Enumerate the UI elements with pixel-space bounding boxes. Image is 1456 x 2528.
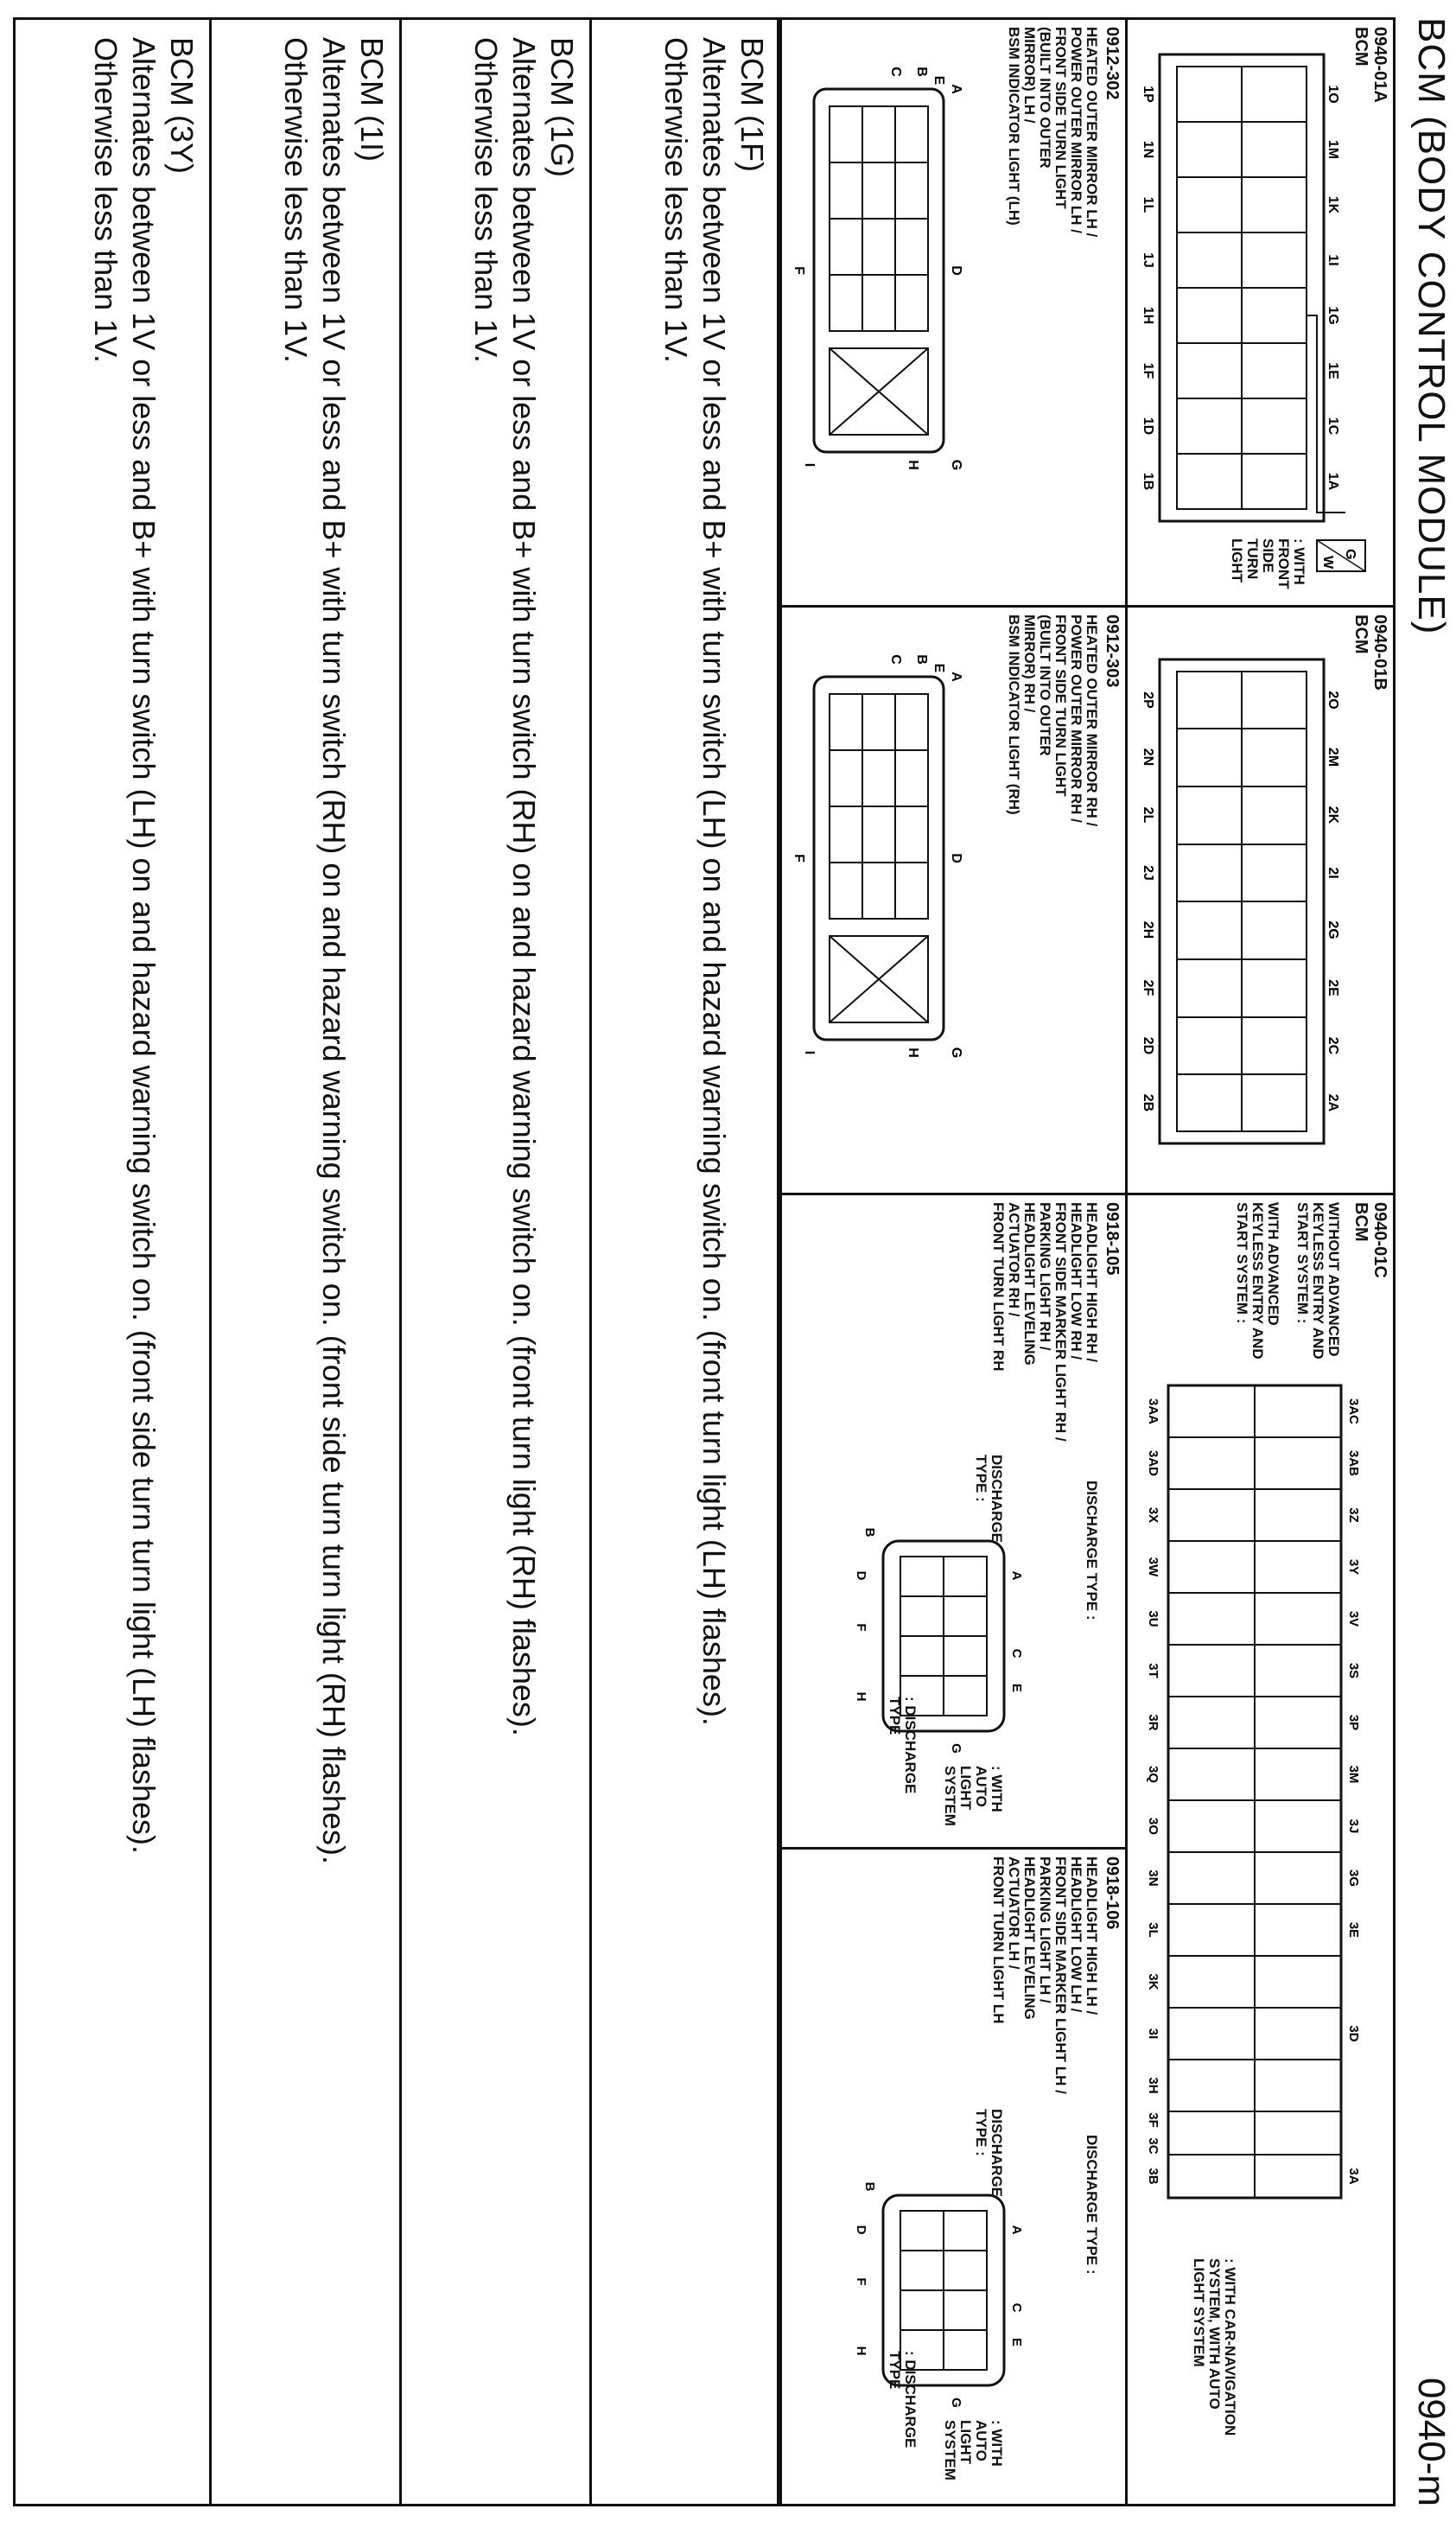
variant-with-keyless: WITH ADVANCED KEYLESS ENTRY AND START SYSTEM : [1234, 1202, 1281, 1360]
pin-label: 2L [1141, 806, 1155, 824]
pin-label: 2P [1141, 691, 1155, 709]
pin-label: H [906, 460, 920, 470]
pin-label: 2H [1141, 920, 1155, 939]
pin-label: A [949, 672, 963, 682]
pin-label: H [906, 1047, 920, 1058]
row-heading: BCM (3Y) [164, 37, 200, 175]
connector-0918-106-drawing [831, 2178, 1039, 2420]
pin-1M: 1M [1326, 139, 1340, 160]
pin-label: C [1009, 2302, 1024, 2313]
pin-label: E [1009, 1683, 1024, 1693]
discharge-type-label-3: : DISCHARGE TYPE [887, 1697, 919, 1794]
pin-label: 3G [1346, 1869, 1361, 1888]
pin-1K: 1K [1326, 195, 1340, 214]
car-navigation-note: : WITH CAR-NAVIGATION SYSTEM, WITH AUTO LIGHT SYSTEM [1191, 2258, 1238, 2436]
pin-label: G [949, 1743, 963, 1754]
pin-1L: 1L [1141, 196, 1155, 213]
pin-label: 2K [1326, 806, 1340, 825]
pin-1N: 1N [1141, 140, 1155, 159]
auto-light-note: : WITH AUTO LIGHT SYSTEM [942, 1766, 1005, 1826]
pin-label: 3W [1146, 1557, 1160, 1577]
pin-label: D [854, 1570, 868, 1581]
pin-label: D [949, 265, 963, 276]
connector-0940-01A-drawing [1142, 46, 1341, 530]
pin-label: 2C [1326, 1036, 1340, 1055]
pin-label: E [931, 663, 946, 673]
pin-label: F [792, 854, 806, 863]
connector-code: 0912-303 [1103, 614, 1122, 688]
pin-1G: 1G [1326, 306, 1340, 325]
pin-label: B [914, 67, 929, 77]
connector-0940-01C-drawing [1134, 1368, 1376, 2232]
pin-label: A [1009, 2225, 1024, 2235]
connector-0940-01B [1125, 608, 1393, 1195]
pin-label: 3L [1146, 1922, 1160, 1938]
connector-0940-01A [1125, 20, 1393, 608]
pin-label: C [1009, 1648, 1024, 1659]
row-line: Alternates between 1V or less and B+ with turn switch (RH) on and hazard warning switch on. (front side turn turn light (RH) flashes). [316, 37, 352, 1864]
connector-description: HEADLIGHT HIGH RH / HEADLIGHT LOW RH / FRONT SIDE MARKER LIGHT RH / PARKING LIGHT RH / HEADLIGHT LEVELING ACTUATOR RH / FRONT TURN LIGHT RH [990, 1202, 1100, 1442]
connector-code: 0940-01C [1370, 1202, 1389, 1278]
row-heading: BCM (1G) [544, 37, 580, 177]
pin-label: 2M [1326, 747, 1340, 767]
discharge-type-label-2: DISCHARGE TYPE : [973, 2109, 1005, 2198]
pin-label: D [854, 2225, 868, 2235]
pin-label: 3AA [1146, 1398, 1160, 1425]
pin-label: C [888, 67, 903, 77]
pin-label: 2J [1141, 865, 1155, 881]
connector-code: 0912-302 [1103, 27, 1122, 100]
pin-label: I [802, 1050, 817, 1055]
pin-label: I [802, 462, 817, 468]
pin-label: E [931, 75, 946, 86]
discharge-type-label: DISCHARGE TYPE : [1084, 2135, 1100, 2275]
pin-label: 3J [1346, 1818, 1361, 1834]
content-frame [13, 17, 1396, 2506]
pin-label: 2O [1326, 691, 1340, 710]
pin-1E: 1E [1326, 362, 1340, 379]
description-rows [19, 20, 779, 2504]
pin-label: D [949, 853, 963, 863]
pin-label: H [854, 2346, 868, 2356]
pin-label: 2B [1141, 1093, 1155, 1112]
pin-label: 3U [1146, 1610, 1160, 1627]
connector-code: 0940-01A [1370, 27, 1389, 103]
page-title: BCM (BODY CONTROL MODULE) [1410, 17, 1453, 635]
pin-label: F [792, 266, 806, 275]
pin-label: B [914, 654, 929, 665]
row-bcm-1g [399, 20, 589, 2504]
connector-0912-302 [779, 20, 1125, 608]
pin-label: 2A [1326, 1093, 1340, 1112]
page-code: 0940-m [1410, 2377, 1453, 2506]
pin-label: 3K [1146, 1973, 1160, 1990]
discharge-type-label-3: : DISCHARGE TYPE [887, 2351, 919, 2448]
connector-code: 0918-105 [1103, 1202, 1122, 1276]
row-heading: BCM (1I) [354, 37, 390, 162]
pin-label: 3Z [1346, 1507, 1361, 1523]
pin-label: 3F [1146, 2112, 1160, 2128]
connector-0940-01C [1125, 1195, 1393, 2504]
pin-1D: 1D [1141, 417, 1155, 436]
row-line: Otherwise less than 1V. [88, 37, 124, 363]
pin-label: 2F [1141, 979, 1155, 997]
pin-label: 3H [1146, 2077, 1160, 2094]
pin-1I: 1I [1326, 254, 1340, 266]
pin-label: 2N [1141, 748, 1155, 767]
connector-name: BCM [1351, 27, 1370, 67]
pin-label: 3B [1146, 2168, 1160, 2185]
pin-label: 3M [1346, 1765, 1361, 1784]
pin-label: 3D [1346, 2025, 1361, 2042]
pin-label: 2E [1326, 979, 1340, 997]
row-bcm-3y [19, 20, 209, 2504]
pin-1H: 1H [1141, 306, 1155, 325]
pin-label: F [854, 2277, 868, 2286]
pin-label: H [854, 1691, 868, 1702]
pin-label: 3E [1346, 1921, 1361, 1939]
connector-description: HEATED OUTER MIRROR RH / POWER OUTER MIRROR RH / FRONT SIDE TURN LIGHT (BUILT INTO OUTER MIRROR) RH / BSM INDICATOR LIGHT (RH) [1006, 614, 1100, 827]
connector-0918-105-drawing [831, 1524, 1039, 1766]
pin-label: G [949, 1047, 963, 1059]
row-line: Alternates between 1V or less and B+ with turn switch (LH) on and hazard warning switch on. (front turn light (LH) flashes). [696, 37, 732, 1726]
pin-label: C [888, 654, 903, 665]
pin-label: G [949, 459, 963, 471]
pin-label: 3O [1146, 1817, 1160, 1836]
connector-0940-01B-drawing [1142, 651, 1341, 1152]
row-line: Otherwise less than 1V. [658, 37, 694, 363]
connector-description: HEATED OUTER MIRROR LH / POWER OUTER MIRROR LH / FRONT SIDE TURN LIGHT (BUILT INTO OUTER MIRROR) LH / BSM INDICATOR LIGHT (LH) [1006, 27, 1100, 238]
connector-name: BCM [1351, 614, 1370, 654]
pin-label: 3N [1146, 1869, 1160, 1887]
wire-color-box [1315, 538, 1367, 573]
pin-label: 3C [1146, 2137, 1160, 2155]
row-line: Otherwise less than 1V. [278, 37, 314, 363]
pin-label: 3A [1346, 2168, 1361, 2185]
row-heading: BCM (1F) [734, 37, 770, 172]
pin-label: 3S [1346, 1662, 1361, 1679]
variant-without-keyless: WITHOUT ADVANCED KEYLESS ENTRY AND START SYSTEM : [1294, 1202, 1342, 1360]
pin-label: 3AD [1146, 1449, 1160, 1477]
pin-label: B [862, 2181, 877, 2192]
connector-0912-303 [779, 608, 1125, 1195]
pin-label: 3V [1346, 1610, 1361, 1627]
row-line: Otherwise less than 1V. [468, 37, 504, 363]
pin-1J: 1J [1141, 252, 1155, 268]
pin-label: 3AC [1346, 1398, 1361, 1425]
pin-label: 2G [1326, 920, 1340, 939]
pin-label: 3Q [1146, 1765, 1160, 1784]
pin-1O: 1O [1326, 85, 1340, 104]
pin-label: G [1343, 549, 1357, 560]
connector-diagram-area [777, 20, 1393, 2504]
pin-label: G [949, 2397, 963, 2408]
pin-label: 2D [1141, 1036, 1155, 1055]
discharge-type-label: DISCHARGE TYPE : [1084, 1481, 1100, 1621]
pin-label: 3T [1146, 1663, 1160, 1678]
row-bcm-1i [209, 20, 399, 2504]
pin-label: 3X [1146, 1506, 1160, 1524]
pin-label: F [854, 1623, 868, 1632]
discharge-type-label-2: DISCHARGE TYPE : [973, 1455, 1005, 1544]
pin-label: A [949, 84, 963, 94]
auto-light-note: : WITH AUTO LIGHT SYSTEM [942, 2420, 1005, 2480]
row-line: Alternates between 1V or less and B+ with turn switch (RH) on and hazard warning switch on. (front turn light (RH) flashes). [506, 37, 542, 1736]
connector-code: 0918-106 [1103, 1856, 1122, 1930]
pin-label: 3AB [1346, 1449, 1361, 1477]
pin-1C: 1C [1326, 417, 1340, 436]
connector-description: HEADLIGHT HIGH LH / HEADLIGHT LOW LH / FRONT SIDE MARKER LIGHT LH / PARKING LIGHT LH / HEADLIGHT LEVELING ACTUATOR LH / FRONT TURN LIGHT LH [990, 1856, 1100, 2094]
pin-1A: 1A [1326, 472, 1340, 491]
page-header [1401, 17, 1453, 2506]
connector-0918-105 [779, 1195, 1125, 1850]
connector-0918-106 [779, 1850, 1125, 2504]
pin-1P: 1P [1141, 86, 1155, 103]
connector-name: BCM [1351, 1202, 1370, 1242]
pin-label: 3Y [1346, 1558, 1361, 1576]
pin-label: W [1320, 556, 1335, 570]
pin-label: 3P [1346, 1714, 1361, 1731]
connector-code: 0940-01B [1370, 614, 1389, 691]
pin-label: 3R [1146, 1714, 1160, 1731]
pin-label: E [1009, 2337, 1024, 2347]
row-line: Alternates between 1V or less and B+ with turn switch (LH) on and hazard warning switch on. (front side turn turn light (LH) flashes). [126, 37, 162, 1855]
front-side-turn-note: : WITH FRONT SIDE TURN LIGHT [1229, 538, 1307, 589]
pin-1B: 1B [1141, 472, 1155, 491]
connector-0912-302-drawing [788, 54, 978, 573]
pin-1F: 1F [1141, 362, 1155, 379]
row-bcm-1f [589, 20, 779, 2504]
connector-0912-303-drawing [788, 642, 978, 1161]
pin-label: A [1009, 1570, 1024, 1581]
pin-label: B [862, 1527, 877, 1538]
pin-label: 2I [1326, 867, 1340, 879]
pin-label: 3I [1146, 2028, 1160, 2040]
